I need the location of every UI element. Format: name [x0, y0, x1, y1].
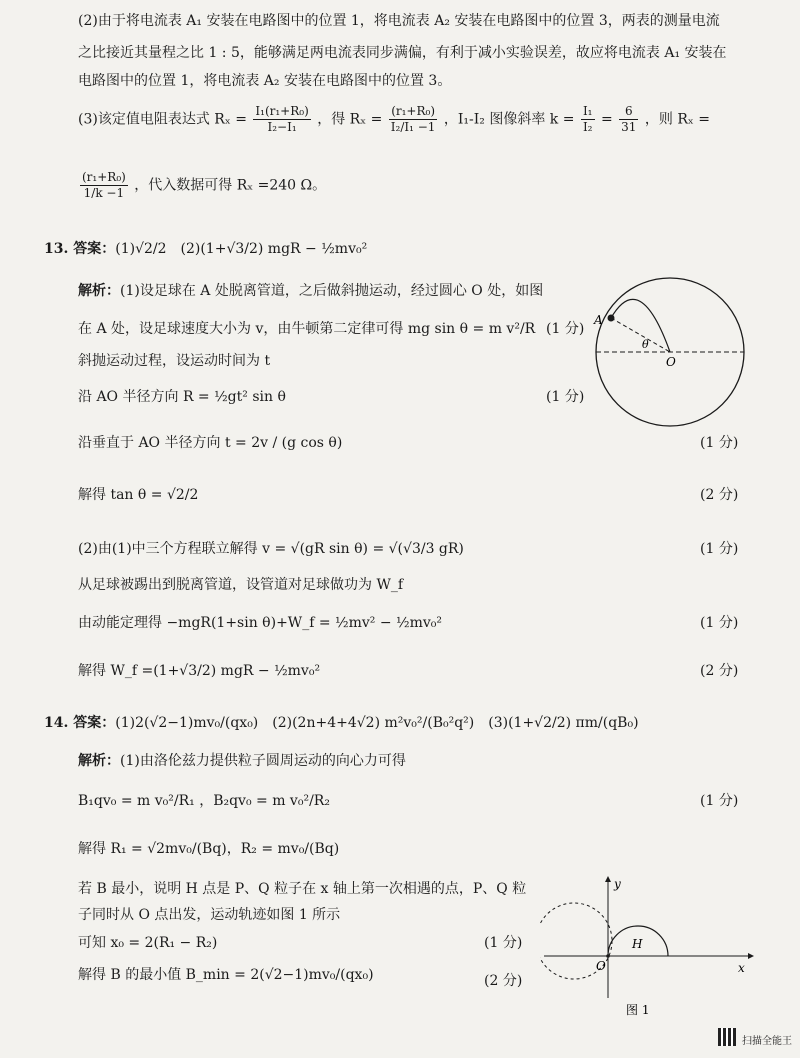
projectile-path — [611, 299, 670, 352]
p12-line2: 之比接近其量程之比 1 : 5，能够满足两电流表同步满偏，有利于减小实验误差，故应将电流表 A₁ 安装在 — [78, 45, 727, 61]
p12-line5: $\frac{\text{(r₁+R₀)}}{1/k -1}$ ，代入数据可得 Rₓ =240 Ω。 — [82, 170, 327, 200]
q13-step5: 沿垂直于 AO 半径方向 t = 2v / (g cos θ) — [78, 435, 343, 451]
y-axis-arrow — [605, 876, 611, 882]
point-O — [606, 954, 610, 958]
q14-answer: 14. 答案：(1)2(√2−1)mv₀/(qx₀) (2)(2n+4+4√2) m²v₀²/(B₀²q²) (3)(1+√2/2) πm/(qB₀) — [44, 715, 639, 731]
q14-step4: 若 B 最小，说明 H 点是 P、Q 粒子在 x 轴上第一次相遇的点，P、Q 粒 — [78, 881, 527, 897]
q14-step5: 子同时从 O 点出发，运动轨迹如图 1 所示 — [78, 907, 341, 923]
q14-step3: 解得 R₁ = √2mv₀/(Bq)，R₂ = mv₀/(Bq) — [78, 841, 340, 857]
radius-AO — [611, 318, 670, 352]
q13-step7: (2)由(1)中三个方程联立解得 v = √(gR sin θ) = √(√3/3 gR) — [78, 541, 464, 557]
q14-step2: B₁qv₀ = m v₀²/R₁ ，B₂qv₀ = m v₀²/R₂ — [78, 793, 330, 809]
q14-step6-score: (1 分) — [484, 935, 523, 951]
q13-step6-score: (2 分) — [700, 487, 739, 503]
q13-step6: 解得 tan θ = √2/2 — [78, 487, 199, 503]
p12-line3: 电路图中的位置 1，将电流表 A₂ 安装在电路图中的位置 3。 — [78, 73, 452, 89]
q13-step2-score: (1 分) — [546, 321, 585, 337]
q13-step8: 从足球被踢出到脱离管道，设管道对足球做功为 W_f — [78, 577, 404, 593]
q13-answer: 13. 答案：(1)√2/2 (2)(1+√3/2) mgR − ½mv₀² — [44, 241, 368, 257]
label-x: x — [738, 961, 745, 975]
q13-circle-figure — [588, 272, 758, 432]
ball-dot — [608, 315, 615, 322]
q14-step6: 可知 x₀ = 2(R₁ − R₂) — [78, 935, 218, 951]
scanner-brand: 扫描全能王 — [742, 1036, 792, 1047]
label-theta: θ — [642, 338, 649, 351]
q13-step2: 在 A 处，设足球速度大小为 v，由牛顿第二定律可得 mg sin θ = m v²/R — [78, 321, 536, 337]
label-H: H — [632, 937, 643, 951]
q13-step7-score: (1 分) — [700, 541, 739, 557]
q13-step4-score: (1 分) — [546, 389, 585, 405]
q13-step9: 由动能定理得 −mgR(1+sin θ)+W_f = ½mv² − ½mv₀² — [78, 615, 442, 631]
q14-step2-score: (1 分) — [700, 793, 739, 809]
q13-step10: 解得 W_f =(1+√3/2) mgR − ½mv₀² — [78, 663, 321, 679]
p12-line1: (2)由于将电流表 A₁ 安装在电路图中的位置 1，将电流表 A₂ 安装在电路图中的位置 3，两表的测量电流 — [78, 13, 720, 29]
q14-trajectory-figure — [540, 868, 760, 1018]
label-O: O — [666, 355, 676, 369]
q14-step1: 解析：(1)由洛伦兹力提供粒子圆周运动的向心力可得 — [78, 753, 406, 769]
q14-step7: 解得 B 的最小值 B_min = 2(√2−1)mv₀/(qx₀) — [78, 967, 374, 983]
q13-step9-score: (1 分) — [700, 615, 739, 631]
x-axis-arrow — [748, 953, 754, 959]
q13-step3: 斜抛运动过程，设运动时间为 t — [78, 353, 271, 369]
q13-step4: 沿 AO 半径方向 R = ½gt² sin θ — [78, 389, 286, 405]
q14-step7-score: (2 分) — [484, 973, 523, 989]
label-O: O — [596, 959, 606, 973]
q13-step5-score: (1 分) — [700, 435, 739, 451]
label-A: A — [594, 313, 603, 327]
qr-code-icon — [718, 1028, 736, 1046]
q13-step1: 解析：(1)设足球在 A 处脱离管道，之后做斜抛运动，经过圆心 O 处，如图 — [78, 283, 544, 299]
figure-caption: 图 1 — [626, 1003, 650, 1017]
q13-step10-score: (2 分) — [700, 663, 739, 679]
label-y: y — [614, 877, 621, 891]
p12-line4: (3)该定值电阻表达式 Rₓ = $\frac{\text{I₁(r₁+R₀)}}{\text{I₂−I₁}}$ ，得 Rₓ = $\frac{\text{(r₁+R₀)}}{\text{I₂/I₁ −1}}$ ，I₁-I₂ 图像斜率 k = $\frac{\text{I₁}}{\text{I₂}}$ = $\frac{6}{31}$ ，则 Rₓ = — [78, 104, 710, 134]
